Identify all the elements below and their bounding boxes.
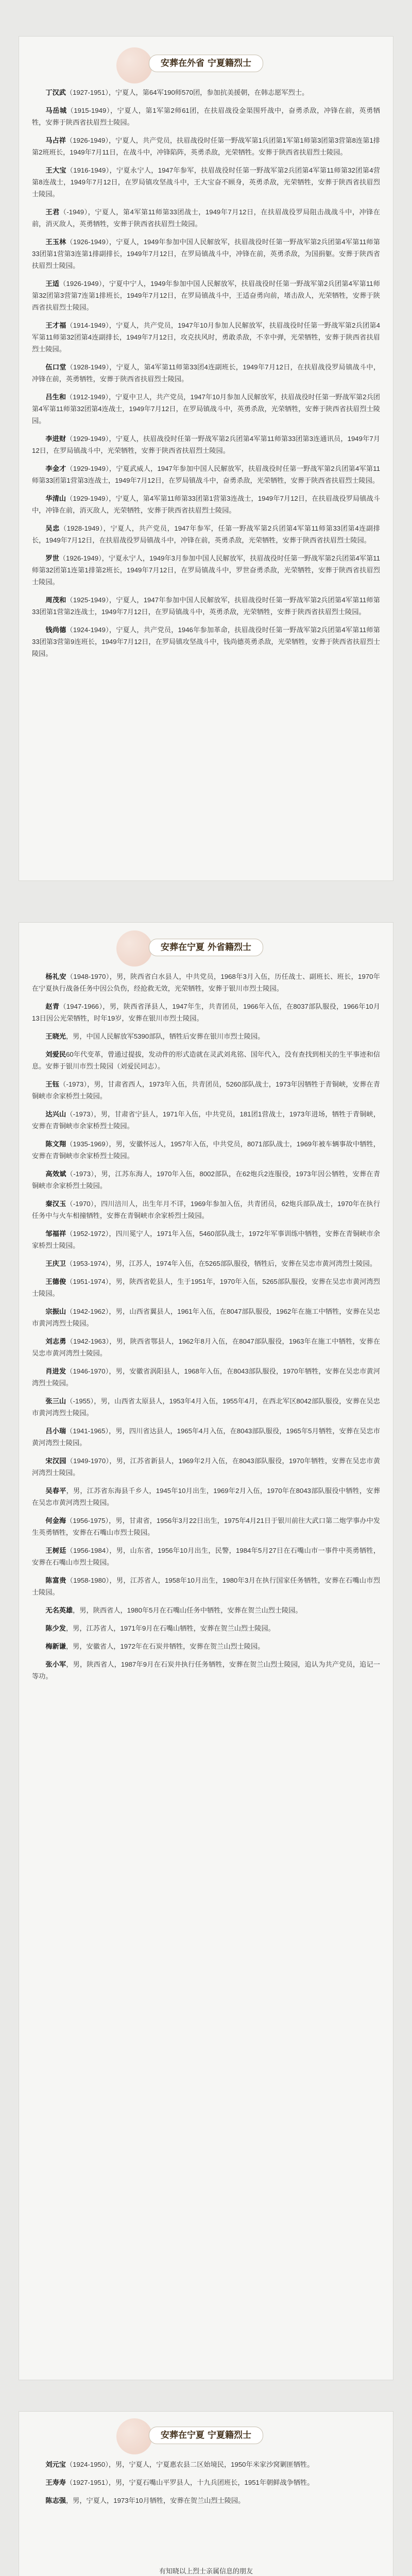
martyr-entry	[32, 1335, 380, 1359]
martyr-name: 周茂和	[45, 596, 66, 604]
martyr-name: 吕小瑞	[45, 1427, 66, 1435]
martyr-name: 达兴山	[45, 1110, 66, 1118]
martyr-entry	[32, 1138, 380, 1162]
entries-list-2	[32, 971, 380, 1688]
martyr-entry	[32, 1198, 380, 1222]
martyr-name: 陈富贵	[45, 1577, 66, 1584]
martyr-name: 赵青	[45, 1003, 60, 1010]
martyr-bio: （1926-1949），宁夏人，共产党员，扶眉战役时任第一野战军第1兵团第1军第1师第3团第3营第8连第1排第2班班长，1949年7月11日，在战斗中，冲锋陷阵，英勇杀敌，光荣牺牲。安葬于陕西省扶眉烈士陵园。	[32, 137, 380, 156]
martyr-bio: （-1973），男，甘肃省宁县人，1971年入伍，中共党员，181团1营战士，1973年进场，牺牲于青铜峡，安葬在青铜峡市余家桥烈士陵园。	[32, 1110, 381, 1130]
martyr-entry	[32, 1395, 380, 1419]
martyr-entry	[32, 1001, 380, 1024]
martyr-entry	[32, 1306, 380, 1329]
martyr-name: 刘爱民	[45, 1050, 66, 1058]
martyr-name: 陈少发	[45, 1624, 66, 1632]
martyr-entry	[32, 1622, 380, 1634]
martyr-entry	[32, 319, 380, 355]
martyr-bio: （1926-1949），宁夏永宁人，1949年3月参加中国人民解放军，扶眉战役时任第一野战军第2兵团第4军第11师第32团第1连第1排第2班长，1949年7月12日，在罗局镇战斗中，罗世奋勇杀敌，光荣牺牲，安葬于陕西省扶眉烈士陵园。	[32, 554, 380, 586]
section-title-text: 安葬在外省 宁夏籍烈士	[161, 58, 251, 69]
section-title-text: 安葬在宁夏 外省籍烈士	[161, 942, 251, 953]
martyr-name: 王大宝	[45, 166, 66, 174]
martyr-bio: （1956-1975），男，甘肃省，1956年3月22日出生，1975年4月21日于银川前往大武口第二炮学事办中发生英勇牺牲，安葬在石嘴山市烈士陵园。	[32, 1517, 380, 1536]
martyr-name: 吕生和	[45, 393, 66, 401]
martyr-name: 秦汉玉	[45, 1200, 66, 1208]
martyr-name: 刘志勇	[45, 1337, 66, 1345]
martyr-name: 马占祥	[45, 137, 66, 144]
martyr-entry	[32, 2495, 380, 2506]
martyr-bio: （1935-1969），男，安徽怀远人，1957年入伍，中共党员，8071部队战士，1969年被车辆事故中牺牲，安葬在青铜峡市余家桥烈士陵园。	[32, 1140, 380, 1160]
martyr-name: 王钰	[45, 1080, 60, 1088]
martyr-entry	[32, 493, 380, 516]
martyr-entry	[32, 522, 380, 546]
martyr-name: 张小军	[45, 1660, 66, 1668]
martyr-entry	[32, 594, 380, 618]
martyr-bio: （-1970），四川涪川人，出生年月不详，1969年参加入伍，共青团员，62炮兵部队战士，1970年在执行任务中与火车相撞牺牲，安葬在青铜峡市余家桥烈士陵园。	[32, 1200, 381, 1219]
martyr-name: 王寿寿	[45, 2479, 66, 2486]
martyr-entry	[32, 361, 380, 385]
martyr-entry	[32, 624, 380, 659]
martyr-entry	[32, 433, 380, 456]
martyr-bio: ，男，中国人民解放军5390部队，牺牲后安葬在银川市烈士陵园。	[65, 1032, 265, 1040]
martyr-name: 陈文翔	[45, 1140, 66, 1148]
martyr-name: 罗世	[45, 554, 59, 562]
martyr-bio: （1914-1949），宁夏人，共产党员，1947年10月参加人民解放军，扶眉战役时任第一野战军第2兵团第4军第11师第32团第4连副排长，1949年7月12日，攻克扶风时，勇敢杀敌，不幸中弹，光荣牺牲，安葬于陕西省扶眉烈士陵园。	[32, 321, 381, 353]
martyr-entry	[32, 1365, 380, 1389]
martyr-name: 马岳城	[45, 107, 67, 114]
section-title-3	[0, 2427, 412, 2447]
martyr-entry	[32, 463, 380, 486]
section-title-1	[0, 55, 412, 75]
martyr-bio: ，男，江苏省东海县千乡人，1945年10月出生，1969年2月入伍，1970年在8043部队服役中牺牲，安葬在吴忠市黄河湾烈士陵园。	[32, 1487, 380, 1506]
closing-line-1: 有知晓以上烈士亲属信息的朋友	[159, 2567, 253, 2575]
martyr-name: 何金海	[45, 1517, 66, 1524]
martyr-name: 无名英雄	[45, 1606, 73, 1614]
martyr-entry	[32, 971, 380, 994]
martyr-entry	[32, 1228, 380, 1251]
martyr-name: 王晓光	[45, 1032, 66, 1040]
martyr-name: 王树廷	[45, 1547, 66, 1554]
martyr-bio: （1925-1949），宁夏人，1947年参加中国人民解放军，扶眉战役时任第一野战军第2兵团第4军第11师第33团第1营第2连战士，1949年7月12日，在罗局镇战斗中，英勇杀敌，光荣牺牲，安葬于陕西省扶眉烈士陵园。	[32, 596, 380, 616]
martyr-bio: （-1955），男，山西省太原县人，1953年4月入伍，1955年4月，在西北军区8042部队服役，安葬在吴忠市黄河湾烈士陵园。	[32, 1397, 380, 1417]
martyr-entry	[32, 134, 380, 158]
martyr-bio: （1928-1949），宁夏人，共产党员，1947年参军，任第一野战军第2兵团第4军第11师第33团第4连副排长，1949年7月12日，在扶眉战役罗局镇战斗中，冲锋在前，英勇杀敌，光荣牺牲，安葬于陕西省扶眉烈士陵园。	[32, 524, 380, 544]
martyr-entry	[32, 2459, 380, 2470]
martyr-bio: （-1973），男，甘肃省西人，1973年入伍，共青团员，5260部队战士，1973年因牺牲于青铜峡，安葬在青铜峡市余家桥烈士陵园。	[32, 1080, 380, 1100]
martyr-bio: （1929-1949），宁夏人，扶眉战役时任第一野战军第2兵团第4军第11师第33团第3连通讯员，1949年7月12日，在罗局镇战斗中，光荣牺牲，安葬于陕西省扶眉烈士陵园。	[32, 435, 381, 454]
martyr-bio: （1953-1974），男，江苏人，1974年入伍，在5265部队服役，牺牲后，安葬在吴忠市黄河湾烈士陵园。	[65, 1260, 377, 1267]
martyr-name: 王玉林	[45, 238, 66, 246]
martyr-bio: （1958-1980），男，江苏省人，1958年10月出生，1980年3月在执行国家任务牺牲，安葬在石嘴山市烈士陵园。	[32, 1577, 381, 1596]
martyr-entry	[32, 1640, 380, 1652]
section-title-2	[0, 939, 412, 959]
martyr-bio: （1927-1951），宁夏人，第64军190师570团，参加抗美援朝，在韩志愿军烈士。	[65, 89, 309, 96]
martyr-entry	[32, 391, 380, 427]
martyr-name: 陈志强	[45, 2497, 66, 2504]
martyr-name: 伍口堂	[45, 363, 66, 371]
martyr-bio: （1915-1949），宁夏人，第1军第2师61团，在扶眉战役金渠围歼战中，奋勇杀敌，冲锋在前，英勇牺牲，安葬于陕西省扶眉烈士陵园。	[32, 107, 380, 126]
martyr-name: 刘元宝	[45, 2461, 66, 2468]
martyr-name: 宋汉园	[45, 1457, 66, 1465]
martyr-bio: （1924-1950），男，宁夏人，宁夏惠农县二区始境民，1950年米家沙窝剿匪牺牲。	[65, 2461, 314, 2468]
section-title-text: 安葬在宁夏 宁夏籍烈士	[161, 2430, 251, 2441]
martyr-bio: ，男，江苏省人，1971年9月在石嘴山牺牲，安葬在贺兰山烈士陵园。	[65, 1624, 275, 1632]
martyr-bio: 60年代变革，曾通过提拔，发动件的形式造就在灵武刘兆铭、国年代入，没有查找到相关的生平事迹和信息。安葬于银川市烈士陵园（刘爱民同志）。	[32, 1050, 380, 1070]
martyr-bio: （1929-1949），宁夏人，第4军第11师第33团第1营第3连战士，1949年7月12日，在扶眉战役罗局镇战斗中，冲锋在前，消灭敌人，光荣牺牲，安葬于陕西省扶眉烈士陵园。	[32, 495, 380, 514]
martyr-entry	[32, 1515, 380, 1538]
martyr-bio: （1951-1974），男，陕西省乾县人，生于1951年，1970年入伍，5265部队服役，安葬在吴忠市黄河湾烈士陵园。	[32, 1278, 380, 1297]
martyr-bio: （1948-1970），男，陕西省白水县人，中共党员，1968年3月入伍，历任战士、副班长、班长，1970年在宁夏执行战备任务中因公负伤，经抢救无效，光荣牺牲，安葬于银川市烈士陵园。	[32, 973, 380, 992]
martyr-entry	[32, 2477, 380, 2488]
martyr-name: 梅新谦	[45, 1642, 66, 1650]
martyr-bio: （1916-1949），宁夏永宁人，1947年参军，扶眉战役时任第一野战军第2兵团第4军第11师第32团第4营第8连战士，1949年7月12日，在罗局镇攻坚战斗中，王大宝奋不顾身，英勇杀敌，光荣牺牲，安葬于陕西省扶眉烈士陵园。	[32, 166, 380, 198]
martyr-entry	[32, 1425, 380, 1449]
martyr-name: 王庆卫	[45, 1260, 66, 1267]
martyr-bio: （1941-1965），男，四川省达县人，1965年4月入伍，在8043部队服役，1965年5月牺牲，安葬在吴忠市黄河湾烈士陵园。	[32, 1427, 380, 1447]
martyr-entry	[32, 278, 380, 313]
martyr-entry	[32, 1258, 380, 1269]
martyr-entry	[32, 1030, 380, 1042]
martyr-bio: ，男，陕西省人，1987年9月在石炭井执行任务牺牲，安葬在贺兰山烈士陵园，追认为共产党员，追记一等功。	[32, 1660, 380, 1680]
martyr-bio: （-1973），男，江苏东海人，1970年入伍，8002部队，在62炮兵2连服役，1973年因公牺牲，安葬在青铜峡市余家桥烈士陵园。	[32, 1170, 381, 1190]
martyr-name: 宗振山	[45, 1308, 66, 1315]
martyr-name: 吴忠	[45, 524, 60, 532]
martyr-name: 王才福	[45, 321, 66, 329]
martyr-name: 邹福祥	[45, 1230, 66, 1238]
martyr-name: 李金才	[45, 465, 66, 472]
martyr-entry	[32, 552, 380, 588]
martyr-bio: （1942-1963），男，陕西省鄂县人，1962年8月入伍，在8047部队服役，1963年在施工中牺牲，安葬在吴忠市黄河湾烈士陵园。	[32, 1337, 381, 1357]
martyr-name: 高效斌	[45, 1170, 66, 1178]
martyr-bio: （1946-1970），男，安徽省涡阳县人，1968年入伍，在8043部队服役，1970年牺牲，安葬在吴忠市黄河湾烈士陵园。	[32, 1367, 380, 1387]
martyr-name: 吴春平	[45, 1487, 66, 1495]
entries-list-1	[32, 87, 380, 666]
martyr-bio: （1926-1949），宁夏中宁人，1949年参加中国人民解放军，扶眉战役时任第一野战军第2兵团第4军第11师第32团第3营第7连第1排班长，1949年7月12日，在罗局镇战斗中，王适奋勇向前，堵击敌人，光荣牺牲，安葬于陕西省扶眉烈士陵园。	[32, 280, 380, 311]
martyr-bio: ，男，陕西省人，1980年5月在石嘴山任务中牺牲，安葬在贺兰山烈士陵园。	[73, 1606, 302, 1614]
martyr-name: 王君	[45, 208, 60, 216]
martyr-name: 张三山	[45, 1397, 66, 1405]
martyr-name: 丁汉武	[45, 89, 66, 96]
martyr-entry	[32, 1108, 380, 1132]
martyr-entry	[32, 1455, 380, 1479]
martyr-name: 杨礼安	[45, 973, 66, 980]
closing-message	[32, 2566, 380, 2576]
martyr-entry	[32, 1078, 380, 1102]
martyr-bio: （-1949），宁夏人，第4军第11师第33团战士，1949年7月12日，在扶眉战役罗局阻击战战斗中，冲锋在前，消灭敌人，英勇牺牲，安葬于陕西省扶眉烈士陵园。	[32, 208, 380, 228]
martyr-name: 肖进发	[45, 1367, 66, 1375]
martyr-entry	[32, 206, 380, 230]
martyr-entry	[32, 1276, 380, 1299]
martyr-entry	[32, 1604, 380, 1616]
martyr-bio: （1942-1962），男，山西省翼县人，1961年入伍，在8047部队服役，1962年在施工中牺牲，安葬在吴忠市黄河湾烈士陵园。	[32, 1308, 380, 1327]
martyr-entry	[32, 1545, 380, 1568]
martyr-entry	[32, 1574, 380, 1598]
martyr-name: 钱尚德	[45, 626, 66, 634]
martyr-entry	[32, 1485, 380, 1509]
martyr-entry	[32, 236, 380, 272]
martyr-name: 李进财	[45, 435, 66, 443]
martyr-entry	[32, 1658, 380, 1682]
martyr-bio: （1912-1949），宁夏中卫人，共产党员，1947年10月参加人民解放军，扶眉战役时任第一野战军第2兵团第4军第11师第32团第4连战士，1949年7月12日，在罗局镇战斗中，英勇杀敌，光荣牺牲，安葬于陕西省扶眉烈士陵园。	[32, 393, 380, 425]
martyr-bio: （1927-1951），男，宁夏石嘴山平罗县人，十九兵团班长，1951年朝鲜战争牺牲。	[65, 2479, 314, 2486]
martyr-bio: （1956-1984），男，山东省，1956年10月出生，民警，1984年5月27日在石嘴山市一事件中英勇牺牲，安葬在石嘴山市烈士陵园。	[32, 1547, 381, 1566]
martyr-bio: （1949-1970），男，江苏省新县人，1969年2月入伍，在8043部队服役，1970年牺牲，安葬在吴忠市黄河湾烈士陵园。	[32, 1457, 381, 1477]
entries-list-3	[32, 2459, 380, 2513]
martyr-bio: （1924-1949），宁夏人，共产党员，1946年参加革命，扶眉战役时任第一野战军第2兵团第4军第11师第33团第3营第9连班长，1949年7月12日，在罗局镇攻坚战斗中，钱尚德英勇杀敌，光荣牺牲，安葬于陕西省扶眉烈士陵园。	[32, 626, 380, 657]
martyr-bio: （1947-1966），男，陕西省泽县人，1947年生，共青团员，1966年入伍，在8037部队服役，1966年10月13日因公光荣牺牲，时年19岁，安葬在银川市烈士陵园。	[32, 1003, 380, 1022]
martyr-bio: （1928-1949），宁夏人，第4军第11师第33团4连副班长，1949年7月12日，在扶眉战役罗局镇战斗中，冲锋在前，英勇牺牲，安葬于陕西省扶眉烈士陵园。	[32, 363, 381, 383]
martyr-entry	[32, 105, 380, 128]
martyr-entry	[32, 164, 380, 200]
martyr-name: 华清山	[45, 495, 66, 502]
martyr-bio: ，男，安徽省人，1972年在石炭井牺牲，安葬在贺兰山烈士陵园。	[65, 1642, 265, 1650]
martyr-bio: （1926-1949），宁夏人，1949年参加中国人民解放军，扶眉战役时任第一野战军第2兵团第4军第11师第33团第1营第3连第1排副排长，1949年7月12日，在罗局镇战斗中，冲锋在前，英勇杀敌，为国捐躯。安葬于陕西省扶眉烈士陵园。	[32, 238, 380, 269]
martyr-bio: ，男，宁夏人，1973年10月牺牲，安葬在贺兰山烈士陵园。	[65, 2497, 245, 2504]
martyr-name: 王德俊	[45, 1278, 66, 1285]
martyr-entry	[32, 1168, 380, 1192]
martyr-bio: （1952-1972），四川冕宁人，1971年入伍，5460部队战士，1972年军事训练中牺牲，安葬在青铜峡市余家桥烈士陵园。	[32, 1230, 380, 1249]
martyr-entry	[32, 1048, 380, 1072]
martyr-entry	[32, 87, 380, 98]
martyr-name: 王适	[45, 280, 60, 287]
martyr-bio: （1929-1949），宁夏武威人，1947年参加中国人民解放军，扶眉战役时任第一野战军第2兵团第4军第11师第33团第1营第3连战士，1949年7月12日，在罗局镇战斗中，奋勇杀敌，光荣牺牲，安葬于陕西省扶眉烈士陵园。	[32, 465, 380, 484]
